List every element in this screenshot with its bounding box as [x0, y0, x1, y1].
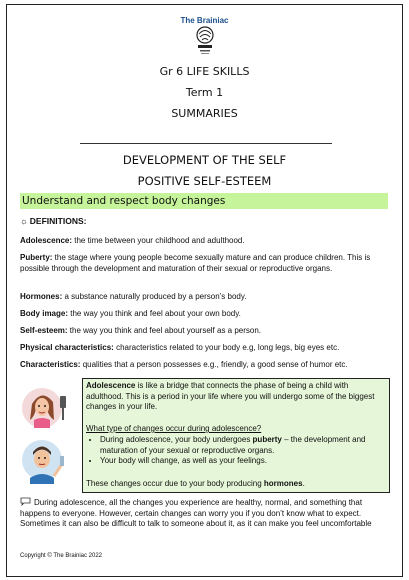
- definition-item: [20, 343, 390, 354]
- section-subtitle: POSITIVE SELF-ESTEEM: [137, 174, 272, 188]
- box-footer-text: These changes occur due to your body producing: [86, 479, 264, 488]
- summaries-title: SUMMARIES: [171, 107, 238, 120]
- box-intro-term: Adolescence: [86, 381, 136, 390]
- definition-text: a substance naturally produced by a person’s body.: [62, 292, 247, 301]
- box-bullet: [100, 435, 400, 456]
- definition-text: characteristics related to your body e.g, long legs, big eyes etc.: [113, 343, 340, 352]
- box-question: What type of changes occur during adolescence?: [86, 424, 262, 433]
- definition-term: Characteristics:: [20, 360, 81, 369]
- bullet-bold: puberty: [252, 435, 282, 444]
- definition-text: the way you think and feel about your own body.: [68, 309, 241, 318]
- definition-item: [20, 326, 390, 337]
- term-title: Term 1: [185, 86, 224, 99]
- definition-term: Body image:: [20, 309, 69, 318]
- definition-item: [20, 309, 390, 320]
- copyright: Copyright © The Brainiac 2022: [20, 553, 103, 559]
- definitions-heading: [20, 216, 86, 226]
- definition-item: [20, 292, 390, 303]
- definitions-label: DEFINITIONS:: [29, 216, 87, 226]
- bullet-text: During adolescence, your body undergoes: [100, 435, 253, 444]
- boy-illustration: [20, 438, 72, 484]
- definition-term: Hormones:: [20, 292, 63, 301]
- divider: [80, 143, 332, 144]
- definition-item: [20, 360, 390, 371]
- box-footer-end: .: [302, 479, 305, 488]
- box-intro-text: is like a bridge that connects the phase of being a child with adulthood. This is a period in your life where you will undergo some of the biggest changes in your life.: [86, 381, 375, 411]
- closing-paragraph: During adolescence, all the changes you experience are healthy, normal, and something that happens to everyone. However, certain changes can worry you if you don’t know what to expect. Sometimes it can also be difficult to talk to someone about it, as it can make you feel uncomfortable: [20, 498, 372, 528]
- definition-text: the stage where young people become sexually mature and can produce children. This is possible through the development and maturation of their sexual or reproductive organs.: [20, 253, 371, 273]
- definition-text: qualities that a person possesses e.g., friendly, a good sense of humor etc.: [80, 360, 348, 369]
- definition-item: [20, 236, 390, 247]
- girl-illustration: [20, 386, 72, 430]
- box-bullet: [100, 456, 400, 467]
- definition-term: Physical characteristics:: [20, 343, 114, 352]
- bullet-text: Your body will change, as well as your feelings.: [100, 456, 267, 465]
- section-title: DEVELOPMENT OF THE SELF: [122, 153, 287, 167]
- box-footer: [86, 479, 386, 490]
- grade-title: Gr 6 LIFE SKILLS: [159, 65, 250, 78]
- definition-term: Adolescence:: [20, 236, 73, 245]
- definition-text: the way you think and feel about yourself as a person.: [67, 326, 262, 335]
- box-footer-bold: hormones: [263, 479, 303, 488]
- brand-name: The Brainiac: [180, 16, 229, 25]
- topic-heading: Understand and respect body changes: [20, 193, 388, 209]
- box-intro: [86, 381, 386, 413]
- logo-icon: [194, 26, 216, 56]
- definition-item: [20, 253, 390, 274]
- definition-text: the time between your childhood and adulthood.: [72, 236, 245, 245]
- definition-term: Self-esteem:: [20, 326, 68, 335]
- bullet-text: – the development and maturation of your sexual or reproductive organs.: [100, 435, 366, 455]
- definition-term: Puberty:: [20, 253, 53, 262]
- lightbulb-icon: ☼: [20, 216, 28, 226]
- box-bullet-list: [86, 435, 400, 467]
